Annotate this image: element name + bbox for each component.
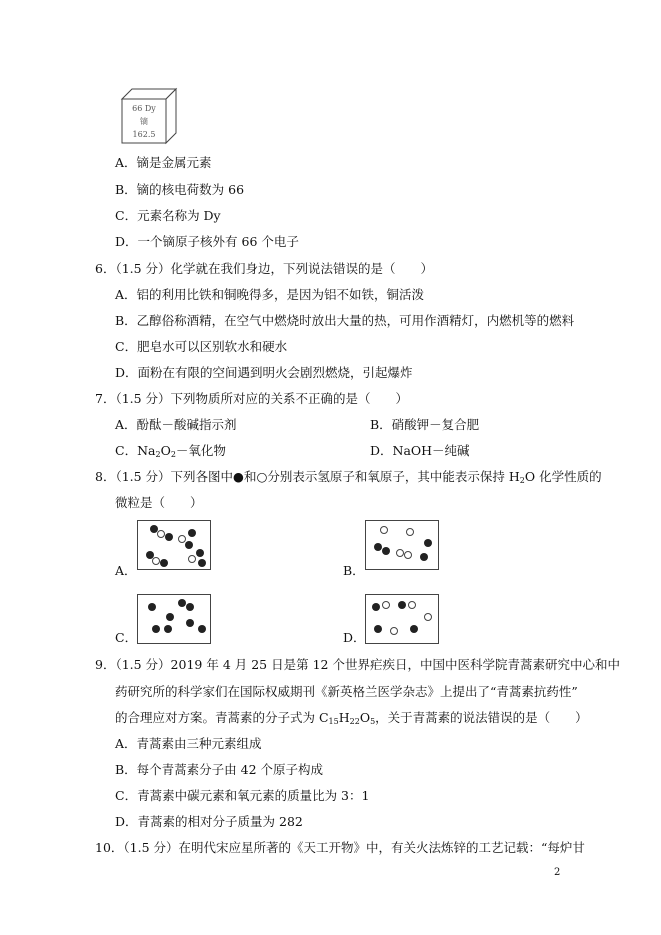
q8-label-a: A． [115, 563, 137, 578]
hydrogen-atom [164, 625, 172, 633]
q9-option-a: A．青蒿素由三种元素组成 [115, 736, 262, 751]
q8-label-d: D． [343, 630, 366, 645]
element-tile-name: 镝 [140, 117, 148, 126]
q8-label-b: B． [343, 563, 365, 578]
hydrogen-atom [166, 613, 174, 621]
oxygen-atom [382, 601, 390, 609]
hydrogen-atom [382, 547, 390, 555]
hydrogen-atom [160, 559, 168, 567]
q7-option-d: D．NaOH－纯碱 [370, 443, 470, 458]
q6-stem: 6．（1.5 分）化学就在我们身边，下列说法错误的是（ ） [95, 261, 434, 276]
page-number: 2 [554, 867, 561, 878]
oxygen-atom [157, 530, 165, 538]
q5-option-b: B．镝的核电荷数为 66 [115, 182, 245, 197]
hydrogen-atom [374, 625, 382, 633]
hydrogen-atom [420, 553, 428, 561]
oxygen-atom [404, 551, 412, 559]
q8-label-c: C． [115, 630, 138, 645]
q6-option-a: A．铝的利用比铁和铜晚得多，是因为铝不如铁，铜活泼 [115, 287, 425, 302]
q8-diagram-b [365, 520, 439, 570]
q9-option-b: B．每个青蒿素分子由 42 个原子构成 [115, 762, 324, 777]
oxygen-atom [380, 526, 388, 534]
element-tile-mass: 162.5 [132, 130, 156, 139]
hydrogen-atom [178, 599, 186, 607]
hydrogen-atom [186, 619, 194, 627]
oxygen-atom [408, 601, 416, 609]
oxygen-atom [406, 528, 414, 536]
q9-stem-line3: 的合理应对方案。青蒿素的分子式为 $C_{15}H_{22}O_5$，关于青蒿素的说法错误的是（ ） [115, 710, 588, 726]
q8-diagram-c [137, 594, 211, 644]
q7-option-a: A．酚酞－酸碱指示剂 [115, 417, 237, 432]
hydrogen-atom [148, 603, 156, 611]
q8-diagram-a [137, 520, 211, 570]
hydrogen-atom [198, 625, 206, 633]
q9-option-d: D．青蒿素的相对分子质量为 282 [115, 814, 303, 829]
q6-option-c: C．肥皂水可以区别软水和硬水 [115, 339, 288, 354]
q6-option-d: D．面粉在有限的空间遇到明火会剧烈燃烧，引起爆炸 [115, 365, 413, 380]
oxygen-atom [390, 627, 398, 635]
q9-stem-line2: 药研究所的科学家们在国际权威期刊《新英格兰医学杂志》上提出了“青蒿素抗药性” [115, 684, 578, 699]
hydrogen-atom [410, 625, 418, 633]
oxygen-atom [152, 557, 160, 565]
q6-option-b: B．乙醇俗称酒精，在空气中燃烧时放出大量的热，可用作酒精灯，内燃机等的燃料 [115, 313, 575, 328]
hydrogen-atom [198, 559, 206, 567]
q7-stem: 7．（1.5 分）下列物质所对应的关系不正确的是（ ） [95, 391, 409, 406]
hydrogen-atom [186, 603, 194, 611]
oxygen-atom [424, 613, 432, 621]
hydrogen-atom [424, 539, 432, 547]
q8-diagram-d [365, 594, 439, 644]
hydrogen-atom [185, 541, 193, 549]
hydrogen-atom [374, 543, 382, 551]
q5-option-d: D．一个镝原子核外有 66 个电子 [115, 234, 299, 249]
q7-option-b: B．硝酸钾－复合肥 [370, 417, 480, 432]
hydrogen-atom [196, 549, 204, 557]
hydrogen-atom [165, 533, 173, 541]
q5-option-c: C．元素名称为 Dy [115, 208, 221, 223]
oxygen-atom [396, 549, 404, 557]
hydrogen-atom [188, 529, 196, 537]
hydrogen-atom [398, 601, 406, 609]
hydrogen-atom [372, 603, 380, 611]
q5-option-a: A．镝是金属元素 [115, 155, 212, 170]
hydrogen-atom [152, 625, 160, 633]
q10-stem-line1: 10．（1.5 分）在明代宋应星所著的《天工开物》中，有关火法炼锌的工艺记载：“每炉甘 [95, 840, 585, 855]
oxygen-atom [188, 555, 196, 563]
q8-stem: 8．（1.5 分）下列各图中●和○分别表示氢原子和氧原子，其中能表示保持 $H_2O$ 化学性质的 [95, 469, 602, 485]
q7-option-c: C．$Na_2O_2-$氧化物 [115, 443, 226, 459]
element-tile-number-symbol: 66 Dy [132, 104, 156, 113]
q8-stem-line2: 微粒是（ ） [115, 495, 203, 510]
q9-stem-line1: 9．（1.5 分）2019 年 4 月 25 日是第 12 个世界疟疾日，中国中医科学院青蒿素研究中心和中 [95, 657, 620, 672]
q9-option-c: C．青蒿素中碳元素和氧元素的质量比为 3：1 [115, 788, 370, 803]
